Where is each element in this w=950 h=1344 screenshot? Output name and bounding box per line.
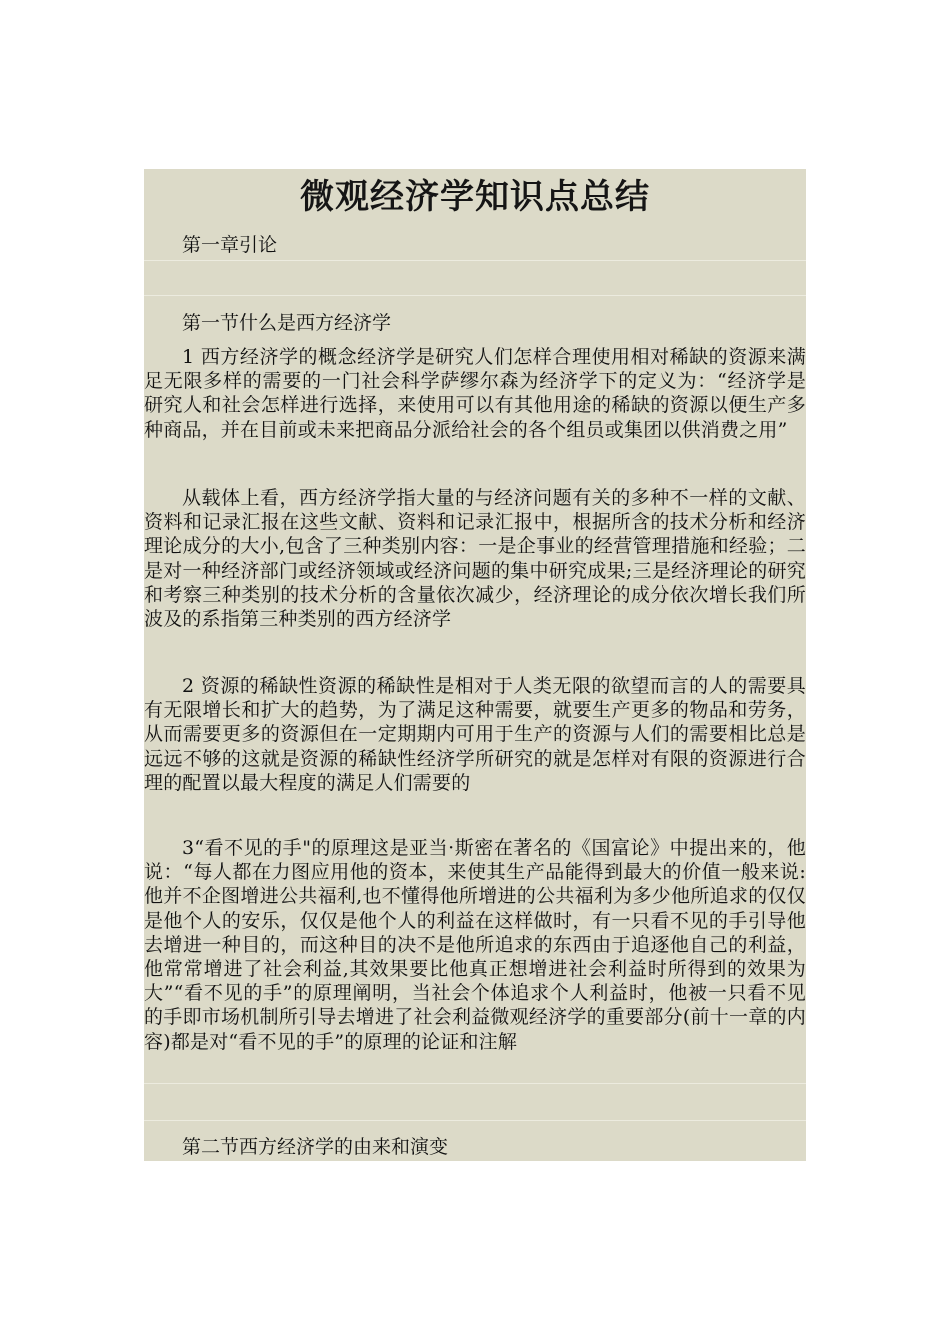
- line-separator: [144, 260, 806, 261]
- document-title: 微观经济学知识点总结: [300, 177, 650, 217]
- section-heading-2: 第二节西方经济学的由来和演变: [182, 1136, 449, 1158]
- paragraph-concept: 1 西方经济学的概念经济学是研究人们怎样合理使用相对稀缺的资源来满足无限多样的需要的一门社会科学萨缪尔森为经济学下的定义为：“经济学是研究人和社会怎样进行选择，来使用可以有其他用途的稀缺的资源以便生产多种商品，并在目前或未来把商品分派给社会的各个组员或集团以供消费之用”: [144, 346, 806, 441]
- chapter-heading: 第一章引论: [182, 234, 278, 256]
- section-heading-1: 第一节什么是西方经济学: [182, 312, 392, 334]
- paragraph-invisible-hand: 3“看不见的手"的原理这是亚当·斯密在著名的《国富论》中提出来的，他说：“每人都在力图应用他的资本，来使其生产品能得到最大的价值一般来说:他并不企图增进公共福利,也不懂得他所增进的公共福利为多少他所追求的仅仅是他个人的安乐，仅仅是他个人的利益在这样做时，有一只看不见的手引导他去增进一种目的，而这种目的决不是他所追求的东西由于追逐他自己的利益，他常常增进了社会利益,其效果要比他真正想增进社会利益时所得到的效果为大”“看不见的手”的原理阐明，当社会个体追求个人利益时，他被一只看不见的手即市场机制所引导去增进了社会利益微观经济学的重要部分(前十一章的内容)都是对“看不见的手”的原理的论证和注解: [144, 837, 806, 1053]
- line-separator: [144, 1083, 806, 1084]
- paragraph-scarcity: 2 资源的稀缺性资源的稀缺性是相对于人类无限的欲望而言的人的需要具有无限增长和扩大的趋势，为了满足这种需要，就要生产更多的物品和劳务，从而需要更多的资源但在一定期期内可用于生产的资源与人们的需要相比总是远远不够的这就是资源的稀缺性经济学所研究的就是怎样对有限的资源进行合理的配置以最大程度的满足人们需要的: [144, 675, 806, 794]
- line-separator: [144, 1120, 806, 1121]
- line-separator: [144, 295, 806, 296]
- document-page: [144, 169, 806, 1161]
- paragraph-carrier: 从载体上看，西方经济学指大量的与经济问题有关的多种不一样的文献、资料和记录汇报在这些文献、资料和记录汇报中，根据所含的技术分析和经济理论成分的大小,包含了三种类别内容：一是企事业的经营管理措施和经验；二是对一种经济部门或经济领域或经济问题的集中研究成果;三是经济理论的研究和考察三种类别的技术分析的含量依次减少，经济理论的成分依次增长我们所波及的系指第三种类别的西方经济学: [144, 487, 806, 631]
